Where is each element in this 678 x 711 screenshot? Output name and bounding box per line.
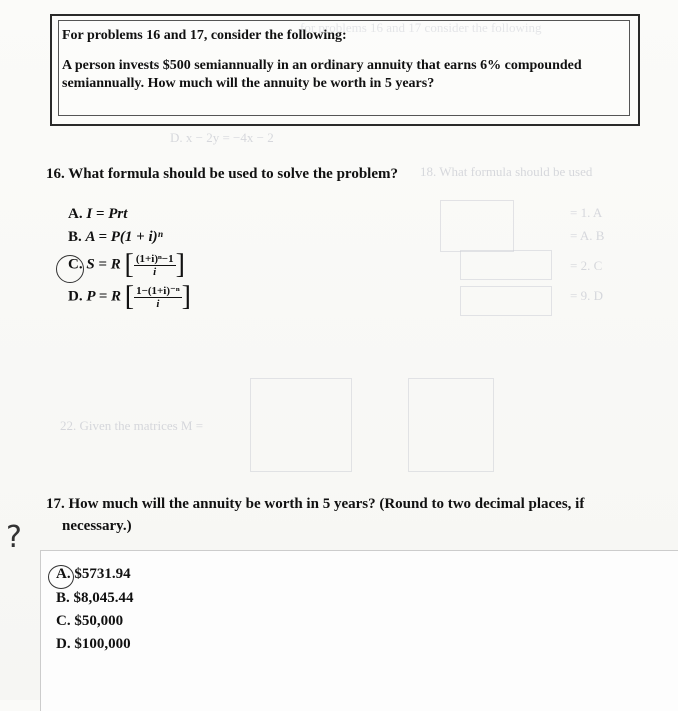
bleed-through-text: = 9. D [570,288,603,303]
q17-option-a-letter: A. [56,566,71,582]
q16-option-d-letter: D. [68,288,83,305]
q16-option-b[interactable] [68,229,163,246]
q16-option-d[interactable] [68,281,191,312]
q16-option-d-lhs: P = R [86,288,122,305]
q17-option-a-value: $5731.94 [74,566,131,582]
bleed-through-matrix [440,200,514,252]
q17-option-b[interactable] [56,590,134,607]
q16-option-a-formula: I = Prt [86,206,128,222]
bleed-through-text: 18. What formula should be used [420,164,593,179]
intro-body-line-1: A person invests $500 semiannually in an ordinary annuity that earns 6% compounded [62,58,582,73]
q17-option-c[interactable] [56,613,123,630]
q16-option-c-denominator: i [153,265,157,278]
intro-heading: For problems 16 and 17, consider the following: [62,28,347,43]
q17-option-b-letter: B. [56,590,70,606]
bleed-through-matrix [460,250,552,280]
q17-option-b-value: $8,045.44 [73,590,134,606]
q16-option-b-letter: B. [68,229,82,245]
intro-body-line-2: semiannually. How much will the annuity be worth in 5 years? [62,76,435,91]
q16-option-c-letter: C. [68,256,83,273]
left-bracket: [ [124,249,134,280]
q16-option-c-numerator: (1+i)ⁿ−1 [135,252,174,265]
q16-option-c-lhs: S = R [86,256,121,273]
q16-option-c[interactable] [68,249,185,280]
bleed-through-text: for problems 16 and 17 consider the following [300,20,542,35]
bleed-through-text: 22. Given the matrices M = [60,418,204,433]
bleed-through-text: = A. B [570,228,605,243]
bleed-through-text: = 2. C [570,258,603,273]
question-16-prompt: 16. What formula should be used to solve the problem? [46,166,398,182]
right-bracket: ] [175,249,185,280]
q17-option-a-selected-circle [48,565,74,589]
left-bracket: [ [124,281,135,312]
q16-option-d-numerator: 1−(1+i)⁻ⁿ [136,284,180,297]
q17-option-c-value: $50,000 [74,613,124,629]
bleed-through-matrix [460,286,552,316]
q16-option-c-fraction [134,253,176,278]
bleed-through-matrix [250,378,352,472]
q17-option-c-letter: C. [56,613,71,629]
q16-option-d-denominator: i [156,297,160,310]
bleed-through-matrix [408,378,494,472]
q16-option-c-selected-circle [56,255,84,283]
q17-option-d-letter: D. [56,636,71,652]
q16-option-d-fraction [134,285,182,310]
q17-option-d-value: $100,000 [74,636,131,652]
q17-option-d[interactable] [56,636,131,653]
answer-area [40,550,678,711]
q16-option-a[interactable] [68,206,127,223]
question-17-prompt-line-1: 17. How much will the annuity be worth in 5 years? (Round to two decimal places, if [46,496,585,512]
right-bracket: ] [181,281,191,312]
q16-option-a-letter: A. [68,206,83,222]
bleed-through-text: = 1. A [570,205,603,220]
bleed-through-text: D. x − 2y = −4x − 2 [170,130,274,145]
q16-option-b-formula: A = P(1 + i)ⁿ [85,229,163,245]
question-17-prompt-line-2: necessary.) [62,518,132,534]
handwritten-question-mark: ? [6,520,22,555]
